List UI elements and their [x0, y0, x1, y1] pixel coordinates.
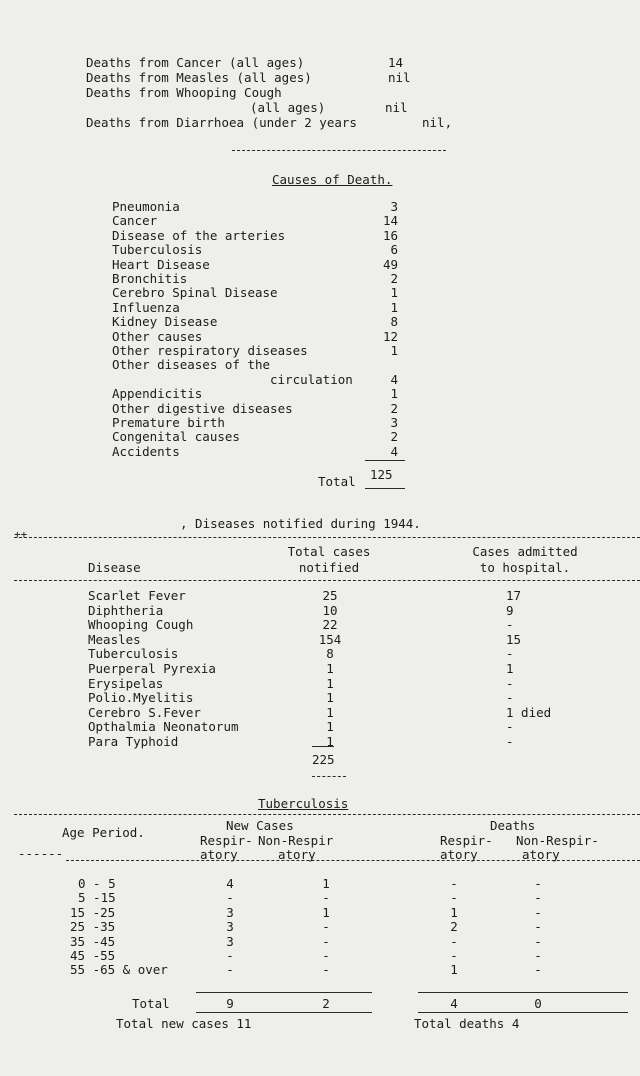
cause-label: Bronchitis [112, 271, 188, 286]
col-header-admitted: Cases admitted [472, 544, 578, 559]
notified-row-disease: Measles [88, 631, 141, 647]
tb-row-death-respir: - [450, 876, 458, 891]
cause-value: 3 [390, 415, 398, 430]
tb-row-new-respir: 3 [226, 933, 234, 949]
cause-value: 1 [390, 343, 398, 358]
notified-row-total: 25 [322, 588, 338, 603]
causes-total-label: Total [318, 474, 356, 489]
notified-row-disease: Tuberculosis [88, 646, 179, 662]
notified-row-total: 10 [322, 602, 338, 618]
summary-value: 14 [388, 55, 404, 70]
tb-row-death-respir: - [450, 948, 458, 963]
summary-label: (all ages) [250, 100, 326, 115]
notified-row-admitted: 1 died [506, 704, 552, 720]
cause-label: Other respiratory diseases [112, 343, 308, 358]
tb-row-death-respir: - [450, 933, 458, 949]
cause-label: Other diseases of the [112, 357, 271, 373]
col-header-admitted: to hospital. [479, 560, 571, 575]
tb-row-death-nonrespir: - [534, 919, 542, 935]
tb-row-new-nonrespir: 1 [322, 876, 330, 891]
tb-top-rule [14, 814, 640, 815]
notified-total-rule [312, 746, 334, 747]
tb-row-new-nonrespir: - [322, 919, 330, 935]
notified-row-admitted: - [506, 690, 514, 706]
notified-title: , Diseases notified during 1944. [180, 516, 421, 531]
cause-value: 14 [382, 213, 398, 229]
notified-row-disease: Whooping Cough [88, 617, 194, 633]
notified-row-admitted: 17 [506, 588, 522, 603]
notified-row-total: 1 [326, 734, 334, 749]
tb-row-death-respir: 1 [450, 962, 458, 978]
summary-value: nil [388, 70, 411, 85]
col-header-total: notified [298, 560, 360, 575]
notified-row-total: 22 [322, 617, 338, 633]
tb-row-death-nonrespir: - [534, 876, 542, 891]
causes-total-value: 125 [370, 467, 393, 482]
cause-label: Disease of the arteries [112, 227, 286, 243]
tb-total-underline [418, 1012, 628, 1013]
tb-respir-header: atory [200, 847, 238, 862]
cause-value: 1 [390, 299, 398, 315]
cause-label: Cerebro Spinal Disease [112, 285, 278, 301]
notified-row-admitted: - [506, 646, 514, 662]
tb-row-death-respir: 2 [450, 919, 458, 935]
notified-row-total: 1 [326, 704, 334, 720]
tb-row-new-nonrespir: - [322, 962, 330, 978]
notified-row-disease: Polio.Myelitis [88, 690, 194, 706]
notified-row-total: 1 [326, 690, 334, 706]
tb-row-new-nonrespir: - [322, 933, 330, 949]
cause-label: Premature birth [112, 415, 225, 430]
tb-row-new-respir: 3 [226, 904, 234, 920]
tb-nonrespir-header: atory [278, 847, 316, 862]
notified-row-disease: Para Typhoid [88, 734, 179, 749]
notified-row-total: 1 [326, 719, 334, 735]
tb-row-death-respir: 1 [450, 904, 458, 920]
tb-row-death-nonrespir: - [534, 962, 542, 978]
tb-total-rule [418, 992, 628, 993]
cause-label: Appendicitis [112, 386, 203, 402]
tb-deaths-respir-header: Respir- [440, 833, 493, 848]
cause-value: 2 [390, 271, 398, 286]
cause-label: Heart Disease [112, 256, 210, 272]
tb-total-value: 4 [450, 996, 458, 1011]
tb-deaths-nonrespir-header: Non-Respir- [516, 833, 599, 848]
notified-row-disease: Opthalmia Neonatorum [88, 719, 239, 735]
summary-value: nil, [422, 115, 453, 130]
notified-row-total: 154 [318, 631, 342, 647]
notified-total: 225 [312, 752, 335, 767]
cause-value: 3 [390, 199, 398, 214]
col-header-total: Total cases [287, 544, 371, 559]
tb-row-new-nonrespir: 1 [322, 904, 330, 920]
notified-row-total: 1 [326, 675, 334, 691]
tb-row-new-nonrespir: - [322, 948, 330, 963]
cause-label: circulation [270, 371, 353, 387]
causes-title: Causes of Death. [272, 172, 393, 187]
cause-value: 6 [390, 242, 398, 258]
tb-row-age: 0 - 5 [78, 876, 116, 891]
tb-row-death-nonrespir: - [534, 933, 542, 949]
cause-label: Accidents [112, 443, 180, 459]
tb-row-new-respir: 4 [226, 876, 234, 891]
tb-row-age: 5 -15 [78, 890, 116, 906]
tb-row-age: 25 -35 [70, 919, 116, 935]
cause-value: 1 [390, 386, 398, 402]
tb-row-age: 15 -25 [70, 904, 116, 920]
summary-label: Deaths from Diarrhoea (under 2 years [86, 115, 357, 130]
tb-row-new-respir: 3 [226, 919, 234, 935]
notified-total-underline [312, 776, 346, 777]
tb-row-death-nonrespir: - [534, 904, 542, 920]
tb-total-value: 2 [322, 996, 330, 1011]
notified-row-admitted: 9 [506, 602, 514, 618]
cause-value: 49 [382, 256, 398, 272]
notified-row-admitted: - [506, 617, 514, 633]
tb-total-new-cases: Total new cases 11 [116, 1016, 252, 1031]
tb-age-header: Age Period. [62, 825, 145, 840]
tb-deaths-header: Deaths [490, 818, 536, 833]
cause-label: Kidney Disease [112, 314, 218, 330]
notified-row-disease: Puerperal Pyrexia [88, 661, 216, 676]
notified-row-admitted: 1 [506, 661, 514, 676]
tb-deaths-nonrespir-header: atory [522, 847, 560, 862]
cause-label: Other digestive diseases [112, 400, 293, 416]
tb-row-death-nonrespir: - [534, 890, 542, 906]
notified-row-admitted: - [506, 675, 514, 691]
notified-row-total: 8 [326, 646, 334, 662]
tb-deaths-respir-header: atory [440, 847, 478, 862]
tb-row-age: 55 -65 & over [70, 962, 168, 978]
tb-row-new-nonrespir: - [322, 890, 330, 906]
notified-row-admitted: - [506, 734, 514, 749]
cause-value: 8 [390, 314, 398, 330]
tb-header-rule [66, 860, 640, 861]
tb-age-underline: ------ [18, 846, 64, 861]
summary-label: Deaths from Measles (all ages) [86, 70, 312, 85]
tb-row-age: 35 -45 [70, 933, 116, 949]
notified-row-total: 1 [326, 661, 334, 676]
cause-label: Pneumonia [112, 199, 180, 214]
tb-total-underline [196, 1012, 372, 1013]
cause-label: Congenital causes [112, 429, 240, 445]
cause-value: 16 [382, 227, 398, 243]
cause-label: Other causes [112, 328, 203, 344]
col-header-disease: Disease [88, 560, 141, 575]
cause-value: 2 [390, 400, 398, 416]
tb-total-label: Total [132, 996, 170, 1011]
notified-row-disease: Scarlet Fever [88, 588, 186, 603]
margin-mark: ++ [14, 528, 28, 541]
cause-value: 2 [390, 429, 398, 445]
total-underline [365, 488, 405, 489]
header-bottom-rule [14, 580, 640, 581]
tb-row-age: 45 -55 [70, 948, 116, 963]
tb-row-new-respir: - [226, 948, 234, 963]
tb-title: Tuberculosis [258, 796, 349, 811]
tb-total-value: 0 [534, 996, 542, 1011]
section-divider [232, 150, 446, 151]
tb-row-death-respir: - [450, 890, 458, 906]
cause-label: Cancer [112, 213, 158, 229]
tb-respir-header: Respir- [200, 833, 253, 848]
summary-value: nil [385, 100, 408, 115]
cause-label: Tuberculosis [112, 242, 203, 258]
tb-row-death-nonrespir: - [534, 948, 542, 963]
cause-label: Influenza [112, 299, 180, 315]
tb-total-rule [196, 992, 372, 993]
total-rule [365, 460, 405, 461]
notified-row-disease: Cerebro S.Fever [88, 704, 201, 720]
cause-value: 4 [390, 371, 398, 387]
tb-new-cases-header: New Cases [226, 818, 294, 833]
summary-label: Deaths from Cancer (all ages) [86, 55, 305, 70]
notified-row-admitted: 15 [506, 631, 522, 647]
cause-value: 1 [390, 285, 398, 301]
summary-label: Deaths from Whooping Cough [86, 85, 282, 100]
tb-nonrespir-header: Non-Respir [258, 833, 334, 848]
cause-value: 12 [382, 328, 398, 344]
tb-row-new-respir: - [226, 890, 234, 906]
notified-row-disease: Erysipelas [88, 675, 164, 691]
tb-total-deaths: Total deaths 4 [414, 1016, 520, 1031]
notified-row-admitted: - [506, 719, 514, 735]
tb-total-value: 9 [226, 996, 234, 1011]
tb-row-new-respir: - [226, 962, 234, 978]
cause-value: 4 [390, 443, 398, 459]
header-top-rule [14, 537, 640, 538]
notified-row-disease: Diphtheria [88, 602, 164, 618]
